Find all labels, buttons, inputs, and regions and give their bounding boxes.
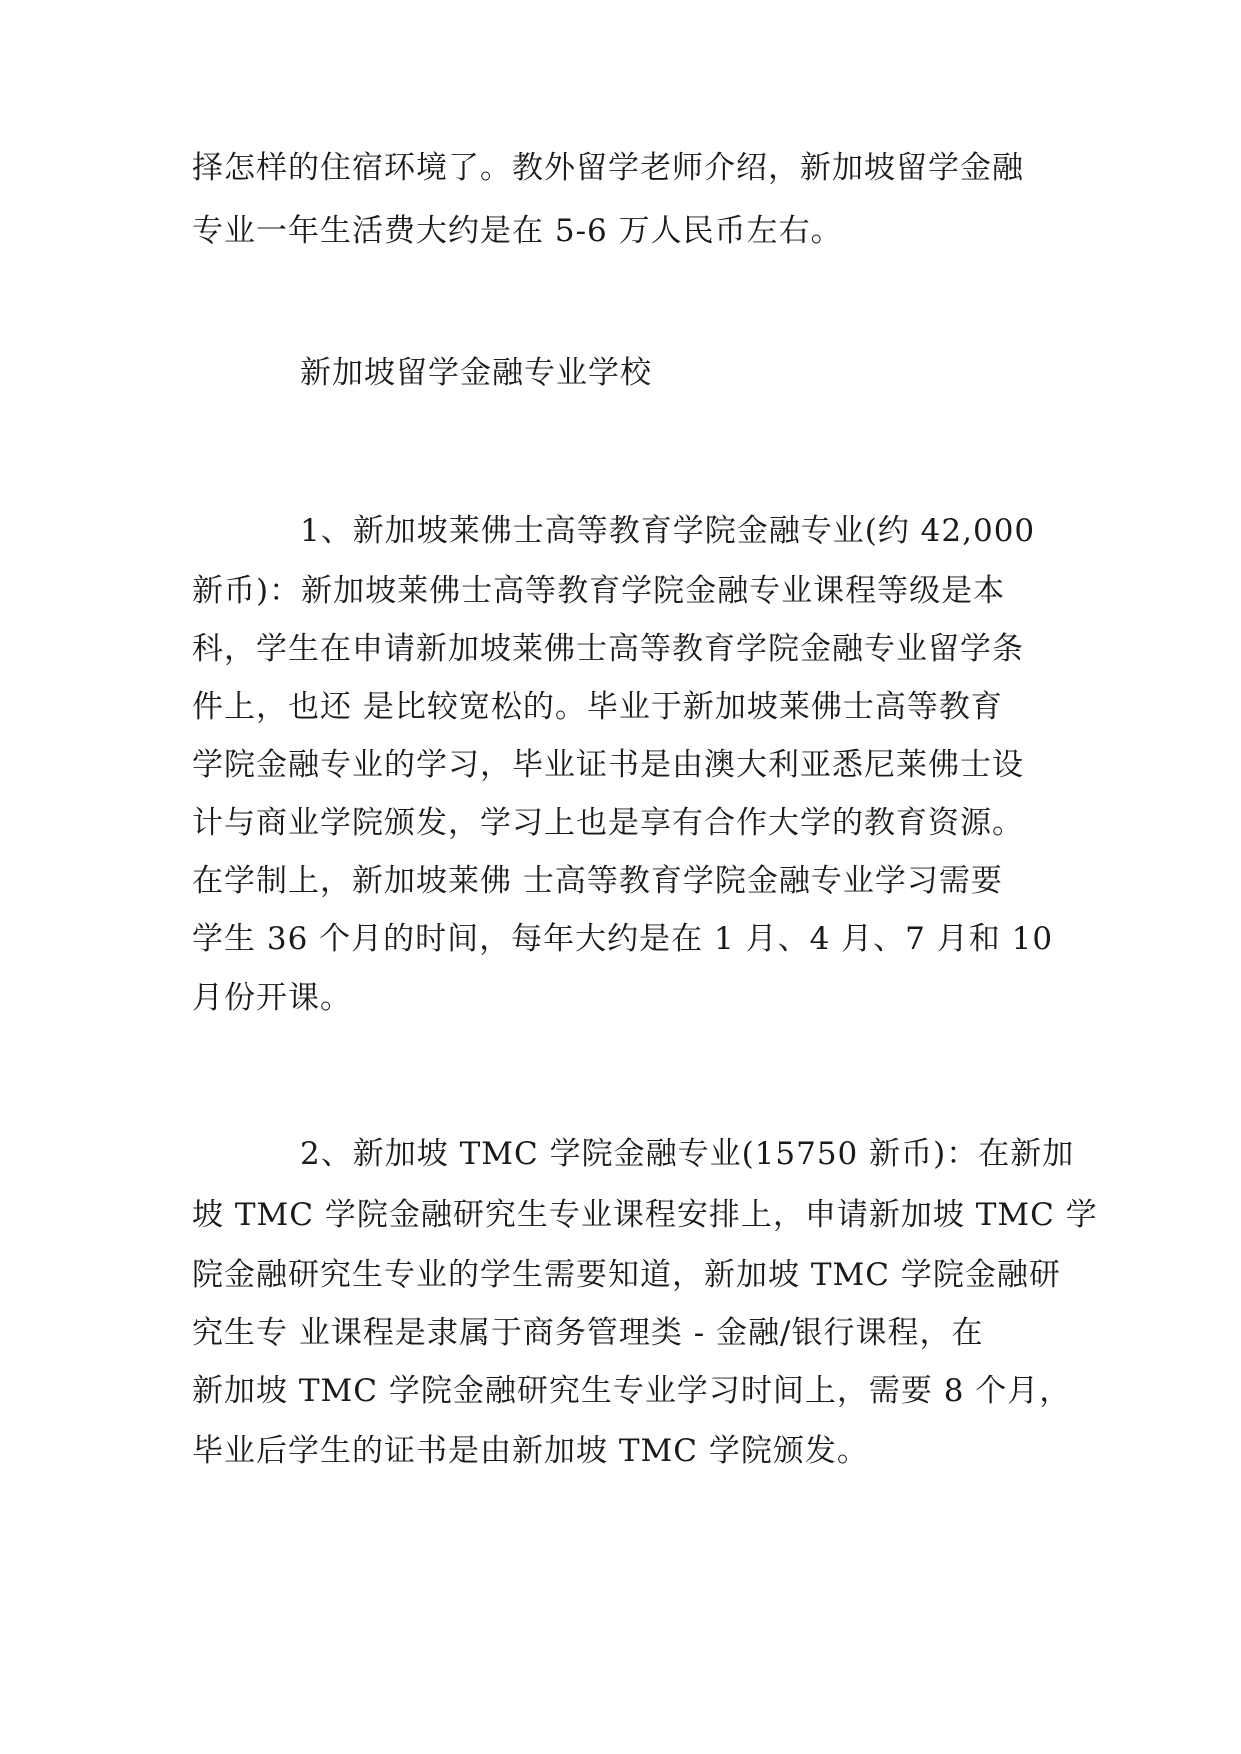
- item2-line-4: 究生专 业课程是隶属于商务管理类 - 金融/银行课程，在: [192, 1315, 984, 1351]
- item1-line-2: 新币)：新加坡莱佛士高等教育学院金融专业课程等级是本: [192, 573, 1006, 609]
- item1-line-4: 件上，也还 是比较宽松的。毕业于新加坡莱佛士高等教育: [192, 689, 1003, 725]
- item2-line-2: 坡 TMC 学院金融研究生专业课程安排上，申请新加坡 TMC 学: [192, 1197, 1098, 1233]
- item1-line-9: 月份开课。: [192, 980, 352, 1016]
- item1-line-5: 学院金融专业的学习，毕业证书是由澳大利亚悉尼莱佛士设: [192, 747, 1024, 783]
- item1-line-7: 在学制上，新加坡莱佛 士高等教育学院金融专业学习需要: [192, 863, 1003, 899]
- item1-line-6: 计与商业学院颁发，学习上也是享有合作大学的教育资源。: [192, 805, 1024, 841]
- item2-line-1: 2、新加坡 TMC 学院金融专业(15750 新币)：在新加: [300, 1136, 1075, 1172]
- item1-line-3: 科，学生在申请新加坡莱佛士高等教育学院金融专业留学条: [192, 631, 1024, 667]
- item2-line-3: 院金融研究生专业的学生需要知道，新加坡 TMC 学院金融研: [192, 1257, 1061, 1293]
- section-heading: 新加坡留学金融专业学校: [300, 355, 652, 391]
- intro-line-1: 择怎样的住宿环境了。教外留学老师介绍，新加坡留学金融: [192, 150, 1024, 186]
- item1-line-8: 学生 36 个月的时间，每年大约是在 1 月、4 月、7 月和 10: [192, 921, 1054, 957]
- intro-line-2: 专业一年生活费大约是在 5-6 万人民币左右。: [192, 213, 843, 249]
- item2-line-5: 新加坡 TMC 学院金融研究生专业学习时间上，需要 8 个月，: [192, 1373, 1072, 1409]
- item2-line-6: 毕业后学生的证书是由新加坡 TMC 学院颁发。: [192, 1433, 869, 1469]
- item1-line-1: 1、新加坡莱佛士高等教育学院金融专业(约 42,000: [300, 513, 1036, 549]
